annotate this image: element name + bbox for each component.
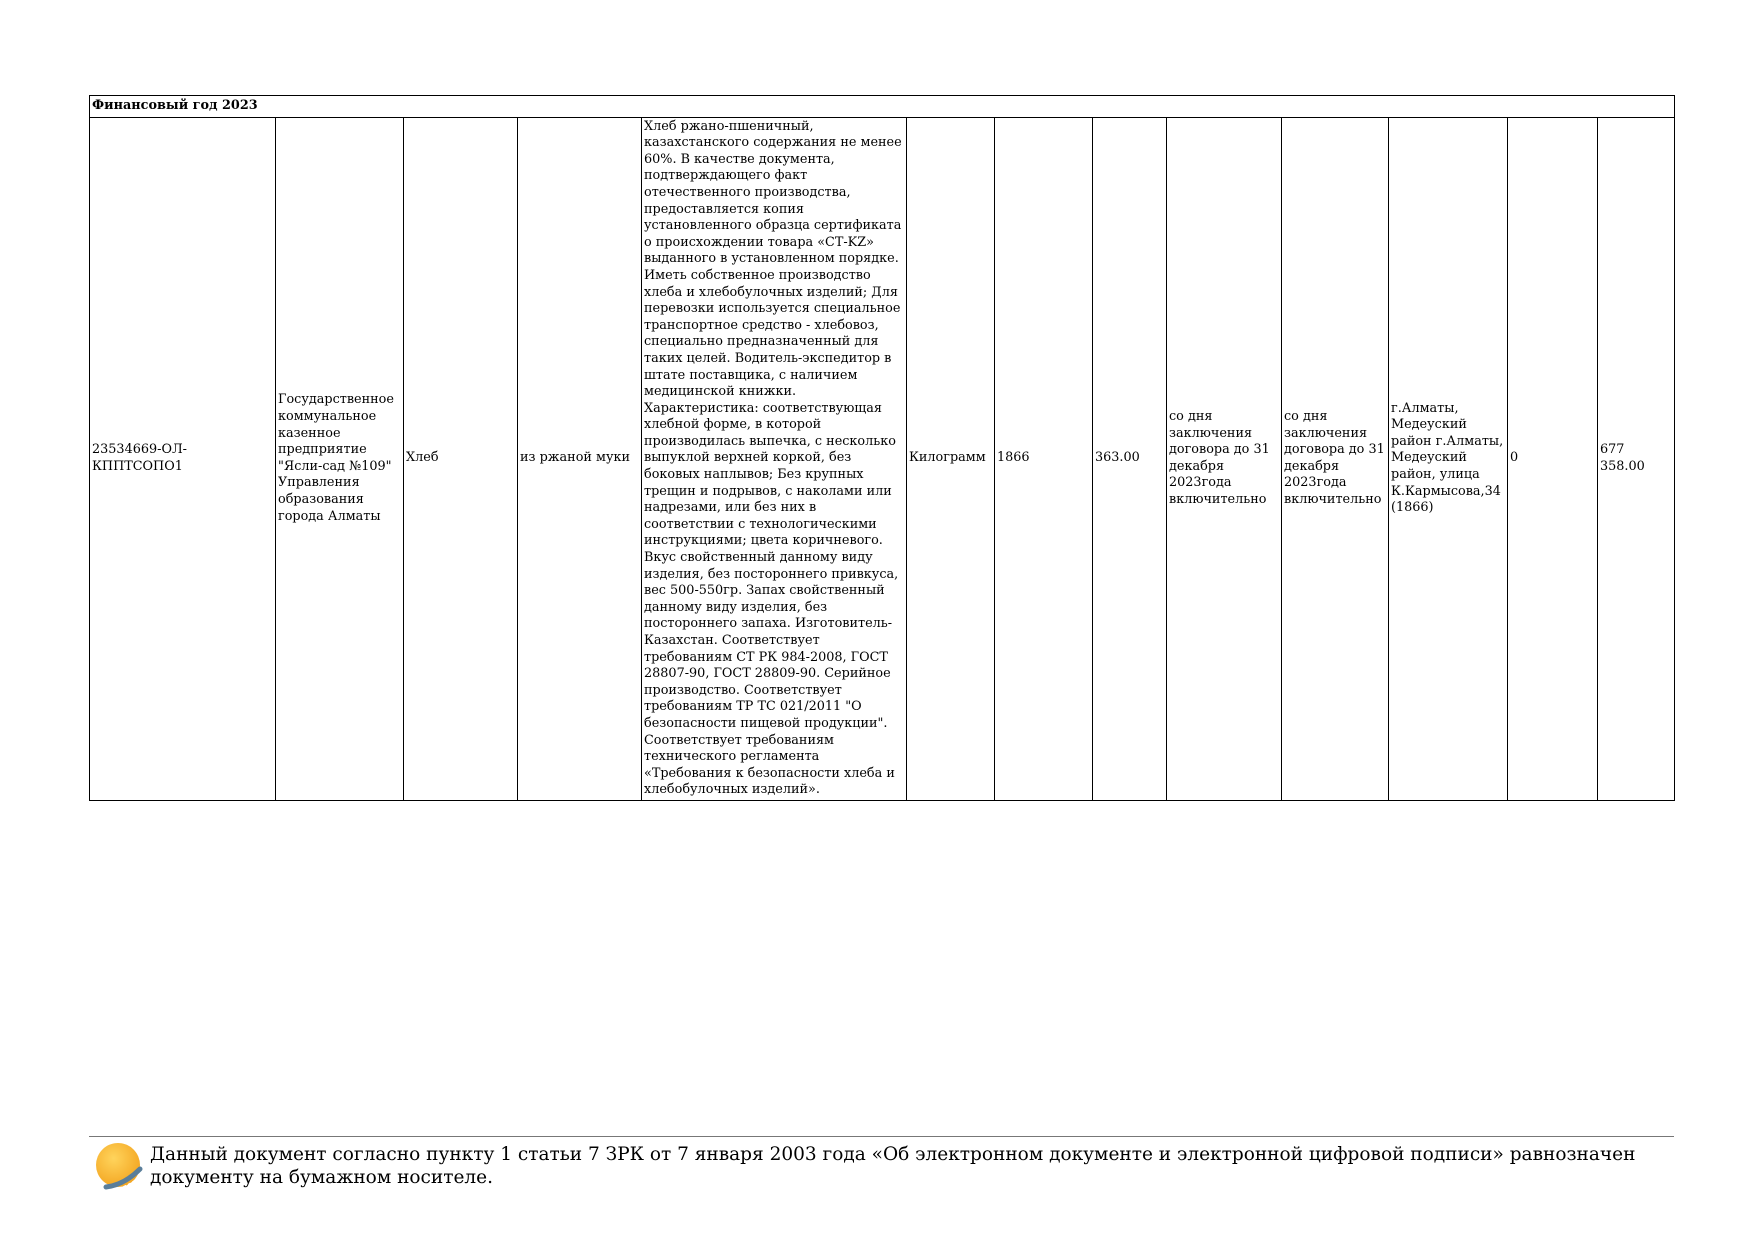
lot-code-cell: 23534669-ОЛ-КППТСОПО1 — [90, 117, 276, 800]
table-row — [90, 117, 1675, 800]
egov-sun-logo-icon — [94, 1141, 144, 1191]
item-name-cell: Хлеб — [404, 117, 518, 800]
item-description-cell: Хлеб ржано-пшеничный, казахстанского содержания не менее 60%. В качестве документа, подтверждающего факт отечественного производства, предоставляется копия установленного образца сертификата о происхождении товара «СТ-KZ» выданного в установленном порядке. Иметь собственное производство хлеба и хлебобулочных изделий; Для перевозки используется специальное транспортное средство - хлебовоз, специально предназначенный для таких целей. Водитель-экспедитор в штате поставщика, с наличием медицинской книжки. Характеристика: соответствующая хлебной форме, в которой производилась выпечка, с несколько выпуклой верхней коркой, без боковых наплывов; Без крупных трещин и подрывов, с наколами или надрезами, или без них в соответствии с технологическими инструкциями; цвета коричневого. Вкус свойственный данному виду изделия, без постороннего привкуса, вес 500-550гр. Запах свойственный данному виду изделия, без постороннего запаха. Изготовитель-Казахстан. Соответствует требованиям СТ РК 984-2008, ГОСТ 28807-90, ГОСТ 28809-90. Серийное производство. Соответствует требованиям ТР ТС 021/2011 "О безопасности пищевой продукции". Соответствует требованиям технического регламента «Требования к безопасности хлеба и хлебобулочных изделий». — [642, 117, 907, 800]
delivery-location-cell: г.Алматы, Медеуский район г.Алматы, Медеуский район, улица К.Кармысова,34 (1866) — [1389, 117, 1508, 800]
financial-year-header: Финансовый год 2023 — [90, 96, 1675, 118]
financial-year-row — [90, 96, 1675, 118]
delivery-term-cell: со дня заключения договора до 31 декабря 2023года включительно — [1282, 117, 1389, 800]
advance-cell: 0 — [1508, 117, 1598, 800]
procurement-table — [89, 95, 1675, 801]
quantity-cell: 1866 — [995, 117, 1093, 800]
footer-divider — [89, 1136, 1674, 1137]
total-amount-cell: 677 358.00 — [1598, 117, 1675, 800]
item-subtype-cell: из ржаной муки — [518, 117, 642, 800]
unit-cell: Килограмм — [907, 117, 995, 800]
customer-cell: Государственное коммунальное казенное предприятие "Ясли-сад №109" Управления образования города Алматы — [276, 117, 404, 800]
price-cell: 363.00 — [1093, 117, 1167, 800]
delivery-period-cell: со дня заключения договора до 31 декабря 2023года включительно — [1167, 117, 1282, 800]
legal-notice: Данный документ согласно пункту 1 статьи 7 ЗРК от 7 января 2003 года «Об электронном документе и электронной цифровой подписи» равнозначен документу на бумажном носителе. — [150, 1144, 1636, 1188]
